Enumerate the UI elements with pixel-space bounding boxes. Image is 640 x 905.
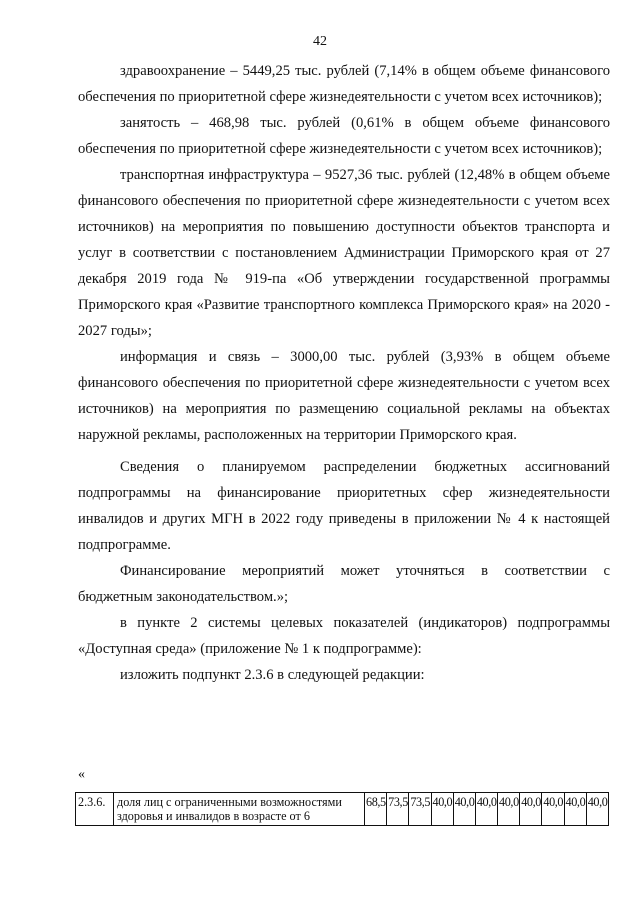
opening-quote-mark: « xyxy=(78,767,85,782)
indicator-value-cell: 73,5 xyxy=(387,793,409,826)
paragraph-budget-info: Сведения о планируемом распределении бюджетных ассигнований подпрограммы на финансирование приоритетных сфер жизнедеятельности инвалидов и других МГН в 2022 году приведены в приложении № 4 к настоящей подпрограмме. xyxy=(78,459,610,553)
indicator-value-cell: 40,0 xyxy=(542,793,564,826)
indicator-number-cell: 2.3.6. xyxy=(76,793,114,826)
paragraph-financing: Финансирование мероприятий может уточняться в соответствии с бюджетным законодательством.»; xyxy=(78,563,610,605)
paragraph-employment: занятость – 468,98 тыс. рублей (0,61% в общем объеме финансового обеспечения по приоритетной сфере жизнедеятельности с учетом всех источников); xyxy=(78,115,610,157)
paragraph-information: информация и связь – 3000,00 тыс. рублей (3,93% в общем объеме финансового обеспечения по приоритетной сфере жизнедеятельности с учетом всех источников) на мероприятия по размещению социальной рекламы на объектах наружной рекламы, расположенных на территории Приморского края. xyxy=(78,349,610,443)
paragraph-transport: транспортная инфраструктура – 9527,36 тыс. рублей (12,48% в общем объеме финансового обеспечения по приоритетной сфере жизнедеятельности с учетом всех источников) на мероприятия по повышению доступности объектов транспорта и услуг в соответствии с постановлением Администрации Приморского края от 27 декабря 2019 года № 919-па «Об утверждении государственной программы Приморского края «Развитие транспортного комплекса Приморского края» на 2020 - 2027 годы»; xyxy=(78,167,610,339)
indicator-value-cell: 73,5 xyxy=(409,793,431,826)
indicator-value-cell: 68,5 xyxy=(365,793,387,826)
indicator-name-cell: доля лиц с ограниченными возможностями здоровья и инвалидов в возрасте от 6 xyxy=(114,793,365,826)
paragraph-healthcare: здравоохранение – 5449,25 тыс. рублей (7,14% в общем объеме финансового обеспечения по приоритетной сфере жизнедеятельности с учетом всех источников); xyxy=(78,63,610,105)
indicator-value-cell: 40,0 xyxy=(431,793,453,826)
indicator-table xyxy=(75,792,609,826)
paragraph-indicators: в пункте 2 системы целевых показателей (индикаторов) подпрограммы «Доступная среда» (приложение № 1 к подпрограмме): xyxy=(78,615,610,657)
document-body xyxy=(78,58,610,688)
indicator-value-cell: 40,0 xyxy=(475,793,497,826)
paragraph-instruction: изложить подпункт 2.3.6 в следующей редакции: xyxy=(120,667,425,683)
indicator-value-cell: 40,0 xyxy=(520,793,542,826)
indicator-value-cell: 40,0 xyxy=(564,793,586,826)
page-number: 42 xyxy=(313,34,327,49)
indicator-value-cell: 40,0 xyxy=(453,793,475,826)
indicator-value-cell: 40,0 xyxy=(498,793,520,826)
table-row xyxy=(76,793,609,826)
indicator-value-cell: 40,0 xyxy=(586,793,608,826)
